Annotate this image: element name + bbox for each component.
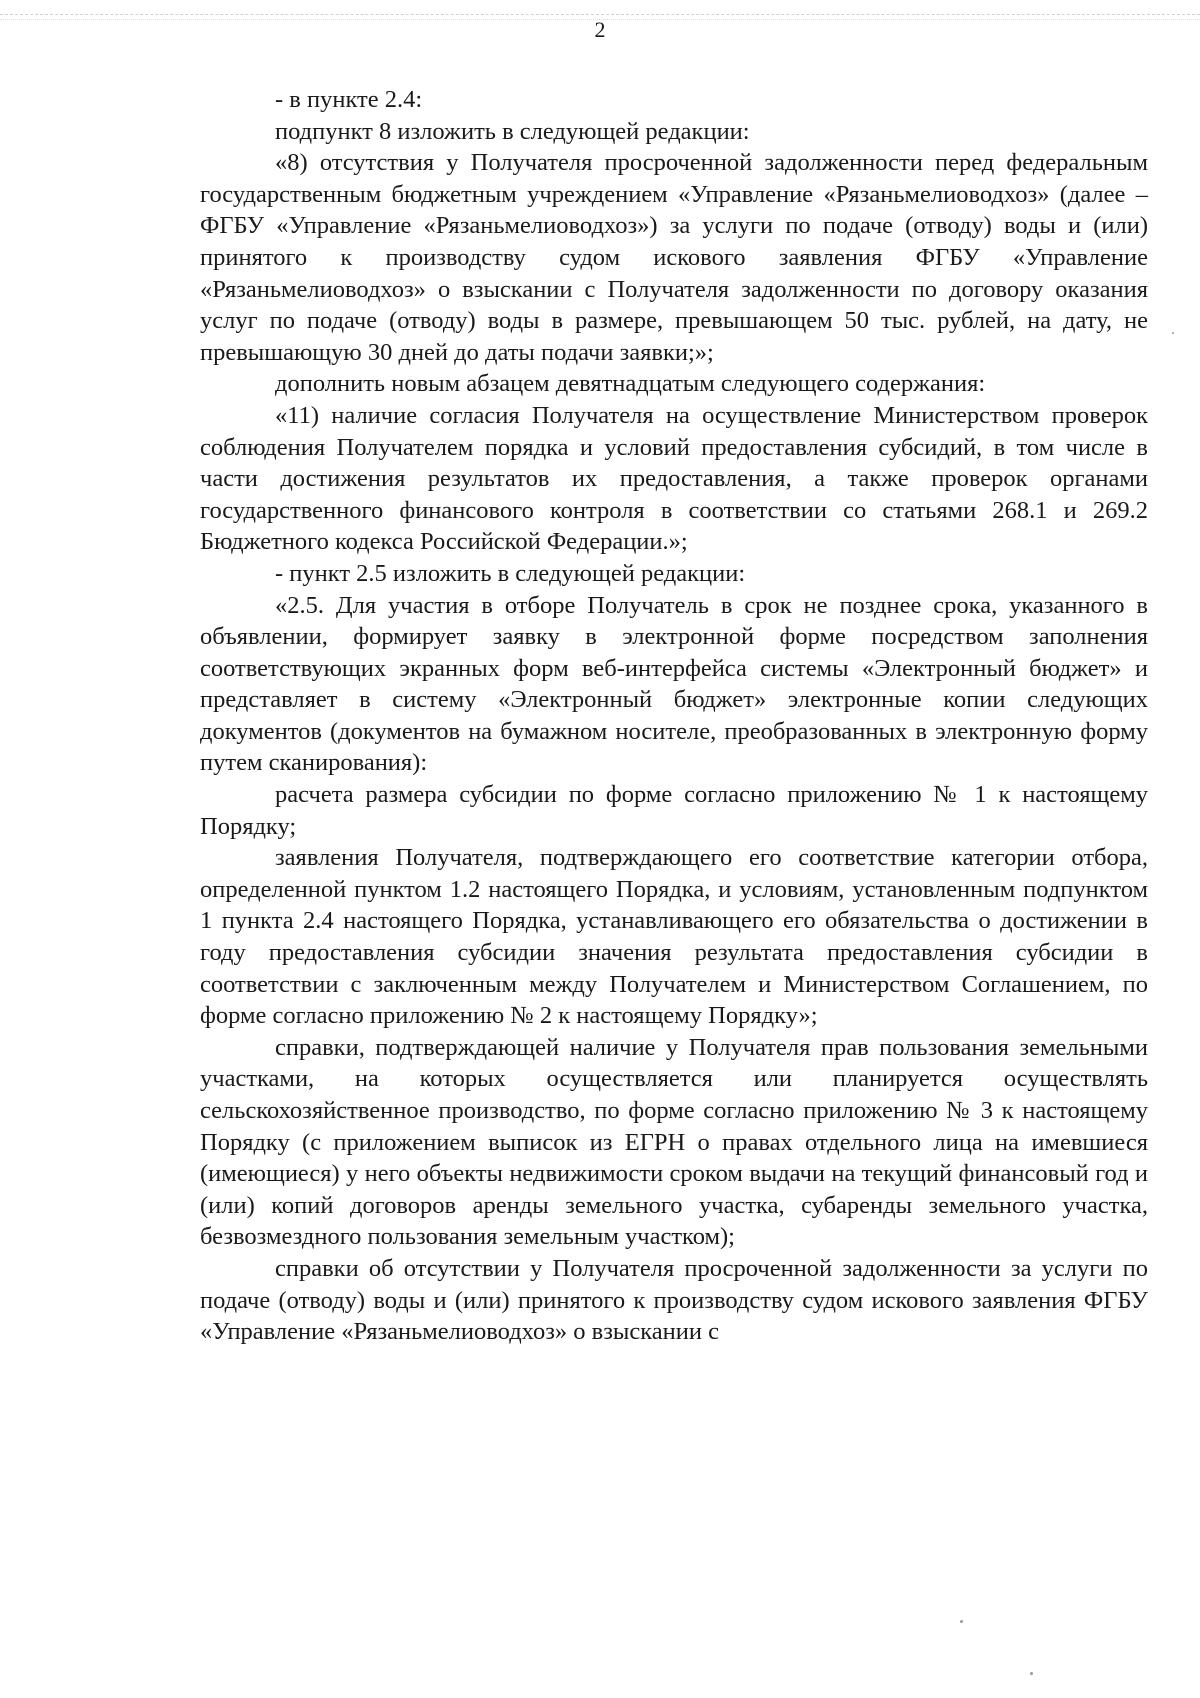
scan-speck bbox=[1030, 1672, 1033, 1675]
paragraph: подпункт 8 изложить в следующей редакции: bbox=[275, 117, 750, 145]
document-body bbox=[200, 84, 1148, 1348]
paragraph: расчета размера субсидии по форме согласно приложению № 1 к настоящему Порядку; bbox=[200, 781, 1148, 840]
page-number: 2 bbox=[594, 17, 606, 42]
paragraph: - в пункте 2.4: bbox=[275, 86, 423, 113]
paragraph: дополнить новым абзацем девятнадцатым следующего содержания: bbox=[275, 370, 986, 398]
paragraph: «11) наличие согласия Получателя на осуществление Министерством проверок соблюдения Получателем порядка и условий предоставления субсидий, в том числе в части достижения результатов их предоставления, а также проверок органами государственного финансового контроля в соответствии со статьями 268.1 и 269.2 Бюджетного кодекса Российской Федерации.»; bbox=[200, 401, 1148, 556]
paragraph: справки об отсутствии у Получателя просроченной задолженности за услуги по подаче (отводу) воды и (или) принятого к производству судом искового заявления ФГБУ «Управление «Рязаньмелиоводхоз» о взыскании с bbox=[200, 1254, 1148, 1346]
scan-speck bbox=[960, 1620, 963, 1623]
paragraph: заявления Получателя, подтверждающего его соответствие категории отбора, определенной пунктом 1.2 настоящего Порядка, и условиям, установленным подпунктом 1 пункта 2.4 настоящего Порядка, устанавливающего его обязательства о достижении в году предоставления субсидии значения результата предоставления субсидии в соответствии с заключенным между Получателем и Министерством Соглашением, по форме согласно приложению № 2 к настоящему Порядку»; bbox=[200, 844, 1148, 1030]
scan-speck bbox=[1172, 332, 1174, 334]
paragraph: «8) отсутствия у Получателя просроченной задолженности перед федеральным государственным бюджетным учреждением «Управление «Рязаньмелиоводхоз» (далее – ФГБУ «Управление «Рязаньмелиоводхоз») за услуги по подаче (отводу) воды и (или) принятого к производству судом искового заявления ФГБУ «Управление «Рязаньмелиоводхоз» о взыскании с Получателя задолженности по договору оказания услуг по подаче (отводу) воды в размере, превышающем 50 тыс. рублей, на дату, не превышающую 30 дней до даты подачи заявки;»; bbox=[200, 149, 1148, 366]
paragraph: справки, подтверждающей наличие у Получателя прав пользования земельными участками, на которых осуществляется или планируется осуществлять сельскохозяйственное производство, по форме согласно приложению № 3 к настоящему Порядку (с приложением выписок из ЕГРН о правах отдельного лица на имевшиеся (имеющиеся) у него объекты недвижимости сроком выдачи на текущий финансовый год и (или) копий договоров аренды земельного участка, субаренды земельного участка, безвозмездного пользования земельным участком); bbox=[200, 1033, 1148, 1251]
paragraph: «2.5. Для участия в отборе Получатель в срок не позднее срока, указанного в объявлении, формирует заявку в электронной форме посредством заполнения соответствующих экранных форм веб-интерфейса системы «Электронный бюджет» и представляет в систему «Электронный бюджет» электронные копии следующих документов (документов на бумажном носителе, преобразованных в электронную форму путем сканирования): bbox=[200, 591, 1148, 777]
paragraph: - пункт 2.5 изложить в следующей редакции: bbox=[275, 559, 746, 587]
